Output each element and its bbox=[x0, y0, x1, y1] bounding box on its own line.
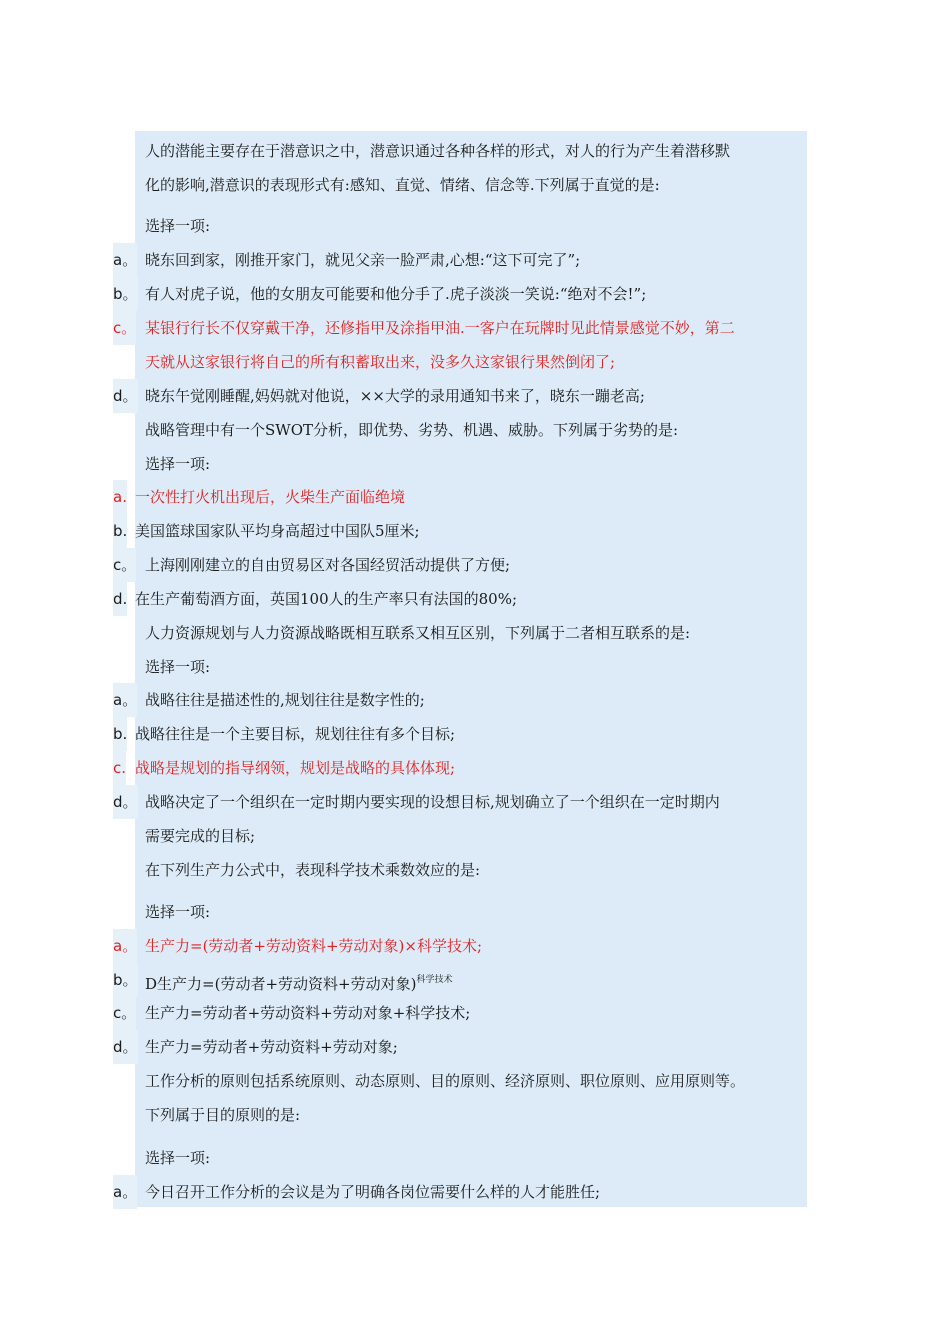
option-text: 晓东回到家，刚推开家门，就见父亲一脸严肃,心想:“这下可完了”; bbox=[145, 251, 581, 269]
q2-option-a-correct[interactable] bbox=[0, 480, 950, 514]
q1-option-c-correct[interactable] bbox=[0, 311, 950, 345]
option-label: c。 bbox=[113, 548, 136, 582]
option-text: 战略是规划的指导纲领，规划是战略的具体体现; bbox=[135, 759, 456, 777]
exponent-superscript: 科学技术 bbox=[416, 975, 453, 985]
q3-option-d[interactable] bbox=[0, 785, 950, 819]
question-2-text: 战略管理中有一个SWOT分析，即优势、劣势、机遇、威胁。下列属于劣势的是: bbox=[145, 421, 679, 439]
option-text: 生产力=(劳动者+劳动资料+劳动对象)×科学技术; bbox=[145, 937, 483, 955]
question-1-text-line-2: 化的影响,潜意识的表现形式有:感知、直觉、情绪、信念等.下列属于直觉的是: bbox=[145, 176, 660, 194]
option-label: a. bbox=[113, 480, 127, 514]
question-4-text: 在下列生产力公式中，表现科学技术乘数效应的是: bbox=[145, 861, 481, 879]
option-text: 有人对虎子说，他的女朋友可能要和他分手了.虎子淡淡一笑说:“绝对不会!”; bbox=[145, 285, 647, 303]
q1-option-b[interactable] bbox=[0, 277, 950, 311]
option-label: b. bbox=[113, 717, 127, 751]
question-3-prompt: 选择一项: bbox=[145, 658, 211, 676]
option-label: b。 bbox=[113, 277, 138, 311]
q1-option-c-continued bbox=[0, 345, 950, 379]
q4-option-a-correct[interactable] bbox=[0, 929, 950, 963]
question-5-text-line-1: 工作分析的原则包括系统原则、动态原则、目的原则、经济原则、职位原则、应用原则等。 bbox=[145, 1072, 746, 1090]
option-text: 生产力=劳动者+劳动资料+劳动对象+科学技术; bbox=[145, 1004, 471, 1022]
option-text: D生产力=(劳动者+劳动资料+劳动对象)$^{科学技术}$ bbox=[145, 975, 453, 993]
q1-option-d[interactable] bbox=[0, 379, 950, 413]
q2-option-b[interactable] bbox=[0, 514, 950, 548]
q3-option-b[interactable] bbox=[0, 717, 950, 751]
option-text: 天就从这家银行将自己的所有积蓄取出来，没多久这家银行果然倒闭了; bbox=[145, 353, 616, 371]
option-text: 美国篮球国家队平均身高超过中国队5厘米; bbox=[135, 522, 420, 540]
option-label: c. bbox=[113, 751, 126, 785]
question-5-prompt: 选择一项: bbox=[145, 1149, 211, 1167]
option-text: 上海刚刚建立的自由贸易区对各国经贸活动提供了方便; bbox=[145, 556, 511, 574]
question-2-prompt: 选择一项: bbox=[145, 455, 211, 473]
option-text: 战略决定了一个组织在一定时期内要实现的设想目标,规划确立了一个组织在一定时期内 bbox=[145, 793, 720, 811]
option-label: a。 bbox=[113, 929, 137, 963]
question-4-prompt: 选择一项: bbox=[145, 903, 211, 921]
option-text: 某银行行长不仅穿戴干净，还修指甲及涂指甲油.一客户在玩牌时见此情景感觉不妙，第二 bbox=[145, 319, 735, 337]
option-text: 战略往往是一个主要目标，规划往往有多个目标; bbox=[135, 725, 456, 743]
q4-option-b[interactable] bbox=[0, 963, 950, 997]
question-3-text: 人力资源规划与人力资源战略既相互联系又相互区别，下列属于二者相互联系的是: bbox=[145, 624, 691, 642]
option-label: a。 bbox=[113, 1175, 137, 1209]
option-text: 晓东午觉刚睡醒,妈妈就对他说，××大学的录用通知书来了，晓东一蹦老高; bbox=[145, 387, 645, 405]
q4-option-d[interactable] bbox=[0, 1030, 950, 1064]
option-label: a。 bbox=[113, 243, 137, 277]
question-1-prompt: 选择一项: bbox=[145, 217, 211, 235]
option-text: 生产力=劳动者+劳动资料+劳动对象; bbox=[145, 1038, 398, 1056]
option-label: c。 bbox=[113, 311, 136, 345]
option-label: d。 bbox=[113, 379, 138, 413]
q1-option-a[interactable] bbox=[0, 243, 950, 277]
option-text: 需要完成的目标; bbox=[145, 827, 256, 845]
option-text: 战略往往是描述性的,规划往往是数字性的; bbox=[145, 691, 425, 709]
option-label: b. bbox=[113, 514, 127, 548]
q3-option-c-correct[interactable] bbox=[0, 751, 950, 785]
option-label: d。 bbox=[113, 1030, 138, 1064]
option-label: b。 bbox=[113, 963, 138, 997]
option-text: 今日召开工作分析的会议是为了明确各岗位需要什么样的人才能胜任; bbox=[145, 1183, 601, 1201]
question-1-text-line-1: 人的潜能主要存在于潜意识之中，潜意识通过各种各样的形式，对人的行为产生着潜移默 bbox=[145, 142, 731, 160]
q4-option-c[interactable] bbox=[0, 996, 950, 1030]
q5-option-a[interactable] bbox=[0, 1175, 950, 1209]
option-text: 在生产葡萄酒方面，英国100人的生产率只有法国的80%; bbox=[135, 590, 518, 608]
question-5-text-line-2: 下列属于目的原则的是: bbox=[145, 1106, 301, 1124]
q2-option-d[interactable] bbox=[0, 582, 950, 616]
q3-option-a[interactable] bbox=[0, 683, 950, 717]
option-label: a。 bbox=[113, 683, 137, 717]
option-label: d。 bbox=[113, 785, 138, 819]
option-text: 一次性打火机出现后，火柴生产面临绝境 bbox=[135, 488, 406, 506]
q2-option-c[interactable] bbox=[0, 548, 950, 582]
q3-option-d-continued bbox=[0, 819, 950, 853]
option-label: c。 bbox=[113, 996, 136, 1030]
option-label: d. bbox=[113, 582, 127, 616]
